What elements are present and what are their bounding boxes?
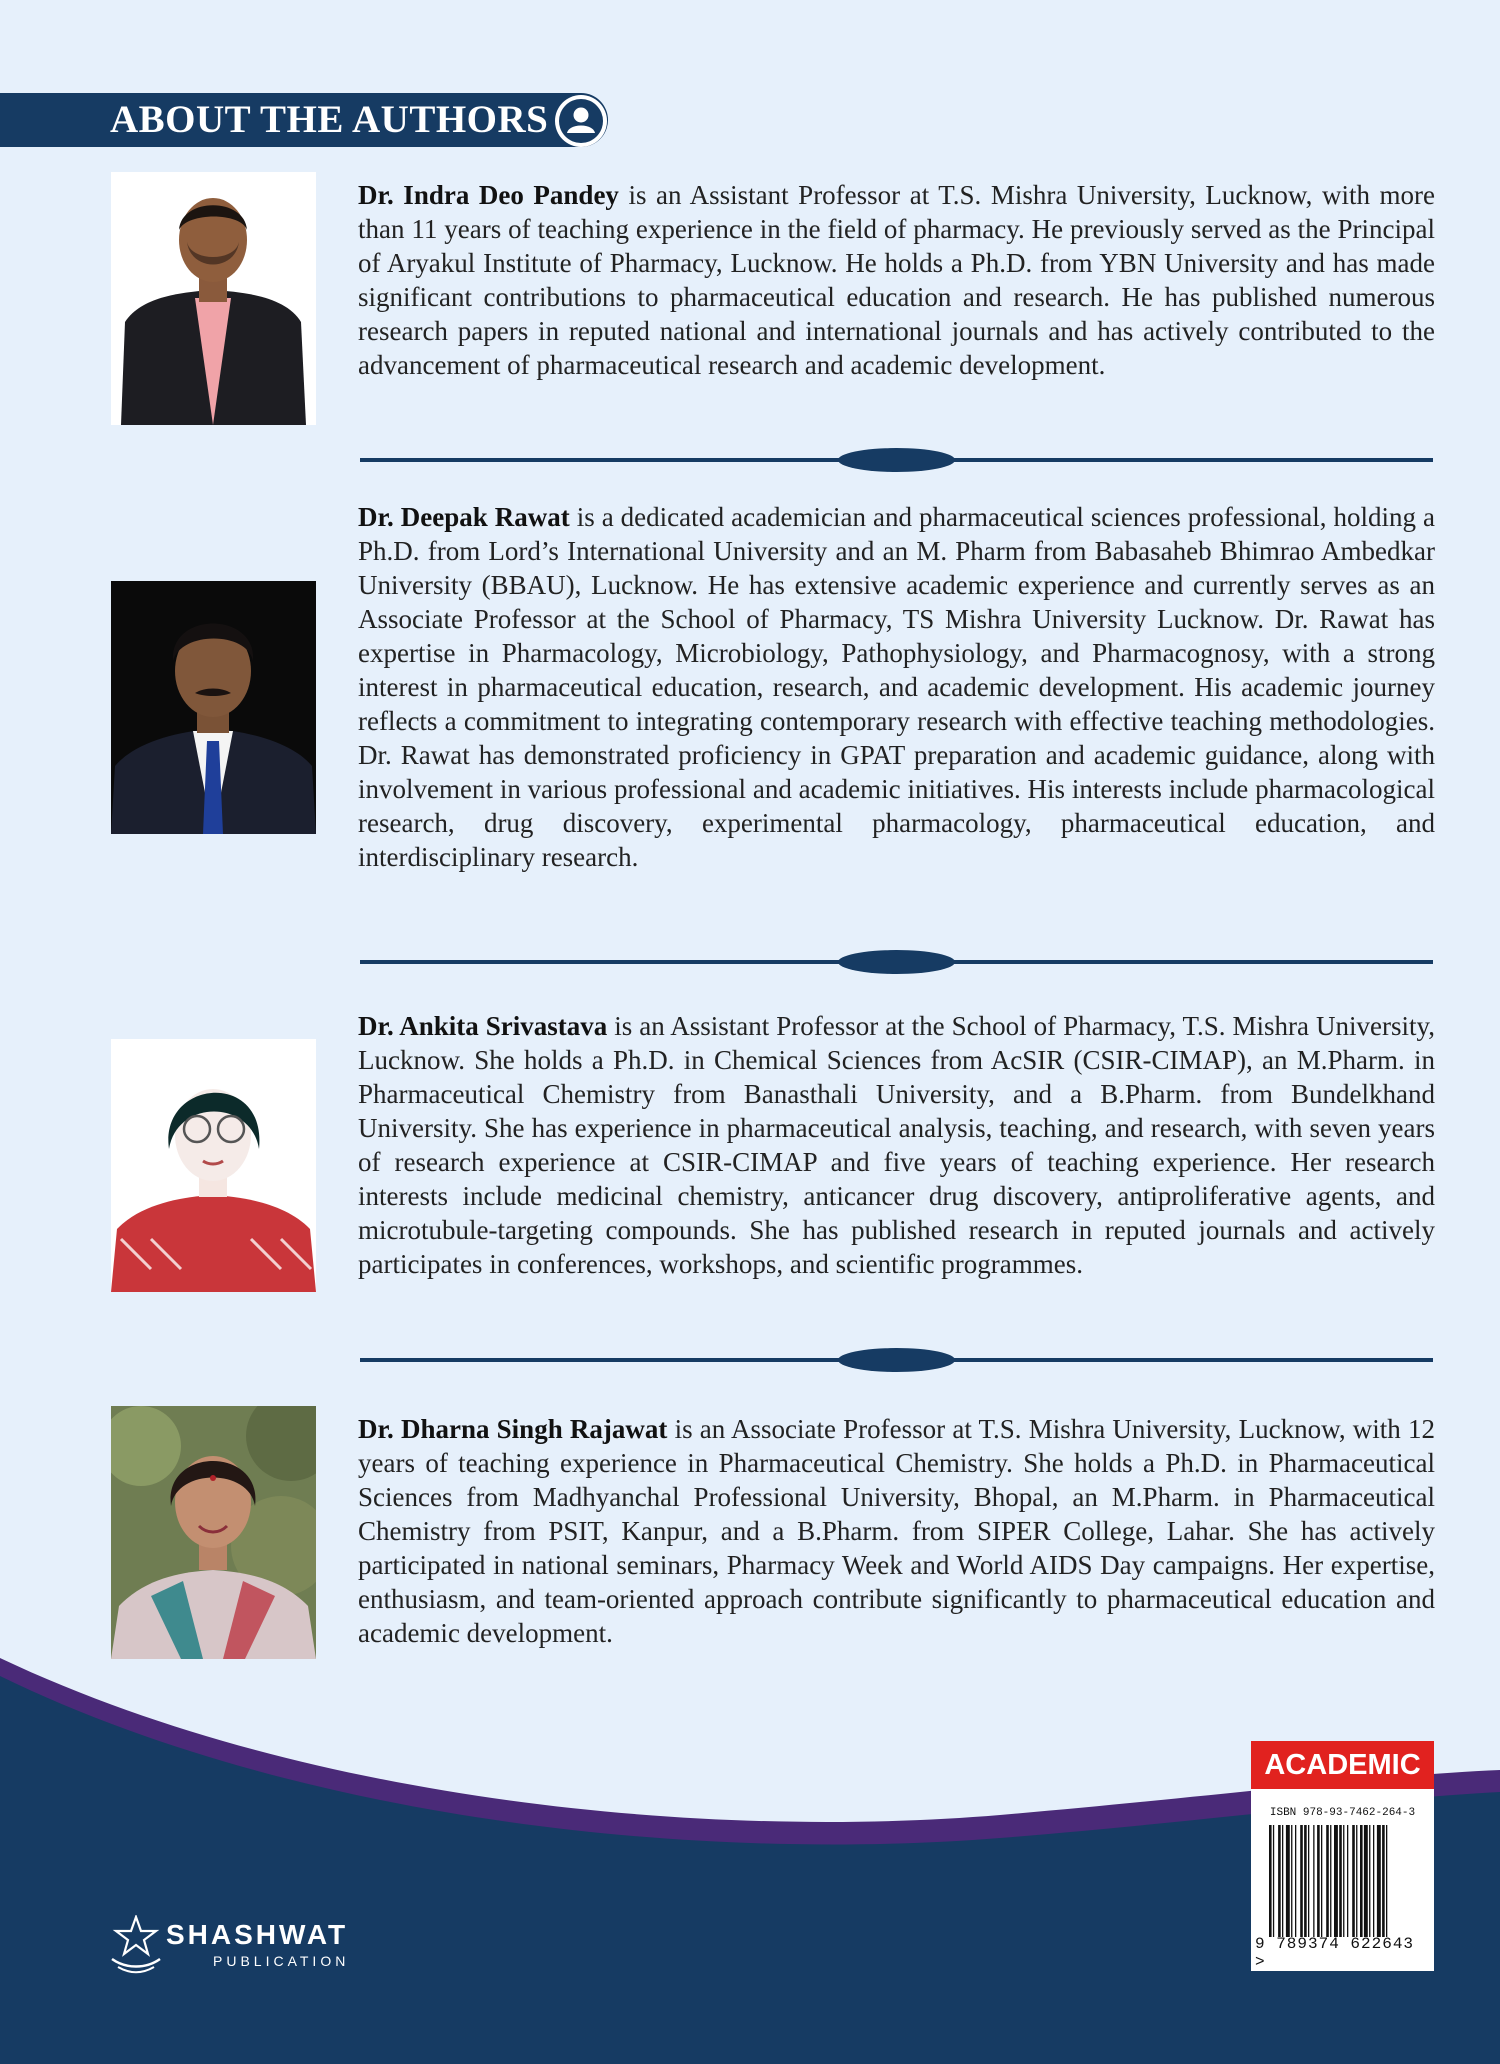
author-name: Dr. Indra Deo Pandey — [358, 180, 619, 210]
author-photo — [111, 172, 316, 425]
author-photo — [111, 1039, 316, 1292]
author-name: Dr. Deepak Rawat — [358, 502, 570, 532]
author-bio-text: is a dedicated academician and pharmaceutical sciences professional, holding a Ph.D. from Lord’s International University and an M. Pharm from Babasaheb Bhimrao Ambedkar University (BBAU), Lucknow. He has extensive academic experience and currently serves as an Associate Professor at the School of Pharmacy, TS Mishra University Lucknow. Dr. Rawat has expertise in Pharmacology, Microbiology, Pathophysiology, and Pharmacognosy, with a strong interest in pharmaceutical education, research, and academic development. His academic journey reflects a commitment to integrating contemporary research with effective teaching methodologies. Dr. Rawat has demonstrated proficiency in GPAT preparation and academic guidance, along with involvement in various professional and academic initiatives. His interests include pharmacological research, drug discovery, experimental pharmacology, pharmaceutical education, and interdisciplinary research. — [358, 502, 1435, 872]
ean-number: 9 789374 622643 > — [1255, 1935, 1415, 1971]
author-bio-text: is an Associate Professor at T.S. Mishra University, Lucknow, with 12 years of teaching experience in Pharmaceutical Chemistry. She holds a Ph.D. in Pharmaceutical Sciences from Madhyanchal Professional University, Bhopal, an M.Pharm. in Pharmaceutical Chemistry from PSIT, Kanpur, and a B.Pharm. from SIPER College, Lahar. She has actively participated in national seminars, Pharmacy Week and World AIDS Day campaigns. Her expertise, enthusiasm, and team-oriented approach contribute significantly to pharmaceutical education and academic development. — [358, 1414, 1435, 1648]
star-icon — [108, 1915, 164, 1975]
author-name: Dr. Ankita Srivastava — [358, 1011, 608, 1041]
isbn-barcode — [1251, 1789, 1434, 1971]
author-bio — [358, 1009, 1435, 1281]
author-name: Dr. Dharna Singh Rajawat — [358, 1414, 668, 1444]
section-divider — [360, 1348, 1433, 1372]
author-bio — [358, 1412, 1435, 1650]
author-photo — [111, 581, 316, 834]
isbn-text: ISBN 978-93-7462-264-3 — [1269, 1807, 1416, 1819]
publisher-logo — [108, 1915, 368, 1977]
author-photo — [111, 1406, 316, 1659]
section-divider — [360, 448, 1433, 472]
author-bio-text: is an Assistant Professor at the School of Pharmacy, T.S. Mishra University, Lucknow. She holds a Ph.D. in Chemical Sciences from AcSIR (CSIR-CIMAP), an M.Pharm. in Pharmaceutical Chemistry from Banasthali University, and a B.Pharm. from Bundelkhand University. She has experience in pharmaceutical analysis, teaching, and research, with seven years of research experience at CSIR-CIMAP and five years of teaching experience. Her research interests include medicinal chemistry, anticancer drug discovery, antiproliferative agents, and microtubule-targeting compounds. She has published research in reputed journals and actively participates in conferences, workshops, and scientific programmes. — [358, 1011, 1435, 1279]
author-bio-text: is an Assistant Professor at T.S. Mishra University, Lucknow, with more than 11 years of teaching experience in the field of pharmacy. He previously served as the Principal of Aryakul Institute of Pharmacy, Lucknow. He holds a Ph.D. from YBN University and has made significant contributions to pharmaceutical education and research. He has published numerous research papers in reputed national and international journals and has actively contributed to the advancement of pharmaceutical research and academic development. — [358, 180, 1435, 380]
barcode-bars — [1269, 1825, 1425, 1937]
author-bio — [358, 178, 1435, 382]
page-title: ABOUT THE AUTHORS — [110, 98, 549, 141]
publisher-name: SHASHWAT — [166, 1919, 349, 1950]
academic-label: ACADEMIC — [1251, 1741, 1434, 1789]
publisher-sub: PUBLICATION — [213, 1953, 350, 1969]
section-divider — [360, 950, 1433, 974]
author-bio — [358, 500, 1435, 874]
user-icon — [555, 95, 607, 147]
